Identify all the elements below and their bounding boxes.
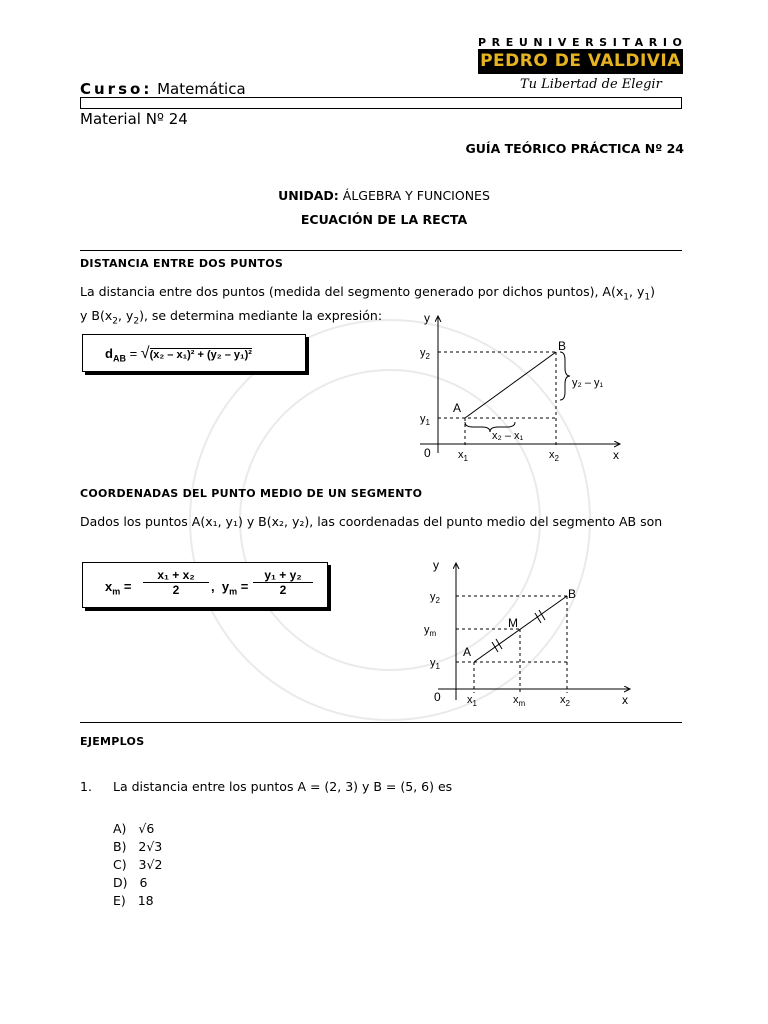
graph2-label-y: y (433, 558, 439, 572)
formula-d: d (105, 346, 113, 361)
xm-denominator: 2 (172, 583, 180, 597)
course-value: Matemática (157, 80, 246, 98)
svg-text:x1: $x_1$ (467, 694, 477, 708)
graph2-point-m: M (508, 616, 518, 630)
logo-tagline: Tu Libertad de Elegir (520, 77, 662, 92)
label-dx: x₂ – x₁ (492, 430, 524, 442)
graph-y2: $y_2$ (420, 347, 430, 361)
svg-text:xm: $x_m$ (513, 694, 526, 708)
label-dy: y₂ – y₁ (572, 377, 604, 389)
graph-label-y: y (424, 311, 430, 325)
material-number: Material Nº 24 (80, 110, 188, 128)
ym-numerator: y₁ + y₂ (253, 568, 313, 583)
course-box (80, 97, 682, 109)
section3-title: EJEMPLOS (80, 735, 145, 748)
divider (80, 250, 682, 251)
segment-ab (465, 352, 556, 418)
question-1-number: 1. (80, 779, 92, 794)
xm-numerator: x₁ + x₂ (143, 568, 209, 583)
formula-rhs: (x₂ – x₁)² + (y₂ – y₁)² (149, 349, 252, 361)
unit-label: UNIDAD: (278, 188, 339, 203)
point-a: A (453, 401, 462, 415)
section1-title: DISTANCIA ENTRE DOS PUNTOS (80, 257, 284, 270)
guide-title: GUÍA TEÓRICO PRÁCTICA Nº 24 (465, 141, 684, 156)
section2-text: Dados los puntos A(x₁, y₁) y B(x₂, y₂), las coordenadas del punto medio del segmento AB son (80, 514, 663, 529)
graph-origin: 0 (424, 446, 431, 460)
graph2-label-x: x (622, 693, 628, 707)
graph2-origin: 0 (434, 690, 441, 704)
distance-formula: $d_{AB} = √(x_2 - x_1)^2 + (y_2 - y_1)^2$ (105, 345, 252, 364)
section1-text-c: ), se determina mediante la expresión: (139, 307, 383, 323)
distance-formula-box (82, 334, 306, 372)
midpoint-graph (420, 555, 635, 710)
unit-line (0, 188, 768, 203)
option-e: E) 18 (113, 893, 154, 908)
section2-title: COORDENADAS DEL PUNTO MEDIO DE UN SEGMENTO (80, 487, 423, 500)
distance-graph (395, 308, 630, 468)
option-d: D) 6 (113, 875, 148, 890)
svg-text:y1: $y_1$ (430, 657, 440, 671)
graph2-point-b: B (568, 587, 577, 601)
section1-text: La distancia entre dos puntos (medida del segmento generado por dichos puntos), $A(x_1$, $y_1$) y $B(x_2$, $y_2$), se determina mediante la expresión: (80, 284, 655, 326)
option-b: B) 2√3 (113, 839, 163, 854)
graph-x1: $x_1$ (458, 449, 468, 463)
svg-text:y2: $y_2$ (430, 591, 440, 605)
graph2-point-a: A (463, 645, 472, 659)
formula-sub: AB (112, 353, 126, 364)
question-1-text: La distancia entre los puntos A = (2, 3) y B = (5, 6) es (113, 779, 453, 794)
svg-text:ym: $y_m$ (424, 624, 437, 638)
graph-y1: $y_1$ (420, 413, 430, 427)
divider (80, 722, 682, 723)
section1-text-a: La distancia entre dos puntos (medida del segmento generado por dichos puntos), A(x (80, 284, 624, 299)
ym-denominator: 2 (279, 583, 287, 597)
svg-text:x2: $x_2$ (560, 694, 570, 708)
subtitle: ECUACIÓN DE LA RECTA (300, 212, 468, 227)
option-a: A) √6 (113, 821, 155, 836)
course-label: Curso: (80, 80, 153, 98)
section1-text-b: y B(x (80, 307, 113, 323)
option-c: C) 3√2 (113, 857, 163, 872)
unit-value: ÁLGEBRA Y FUNCIONES (342, 188, 490, 203)
graph-x2: $x_2$ (549, 449, 559, 463)
midpoint-formula-box: $x_m$ = $\frac{\text{x₁ + x₂}}{2}$ , $y_m$ = $\frac{\text{y₁ + y₂}}{2}$ (82, 562, 328, 608)
logo-top-text: PREUNIVERSITARIO (478, 36, 688, 49)
logo: PEDRO DE VALDIVIA (478, 49, 683, 74)
point-b: B (558, 339, 567, 353)
course-line (80, 80, 246, 98)
graph-label-x: x (613, 448, 619, 462)
